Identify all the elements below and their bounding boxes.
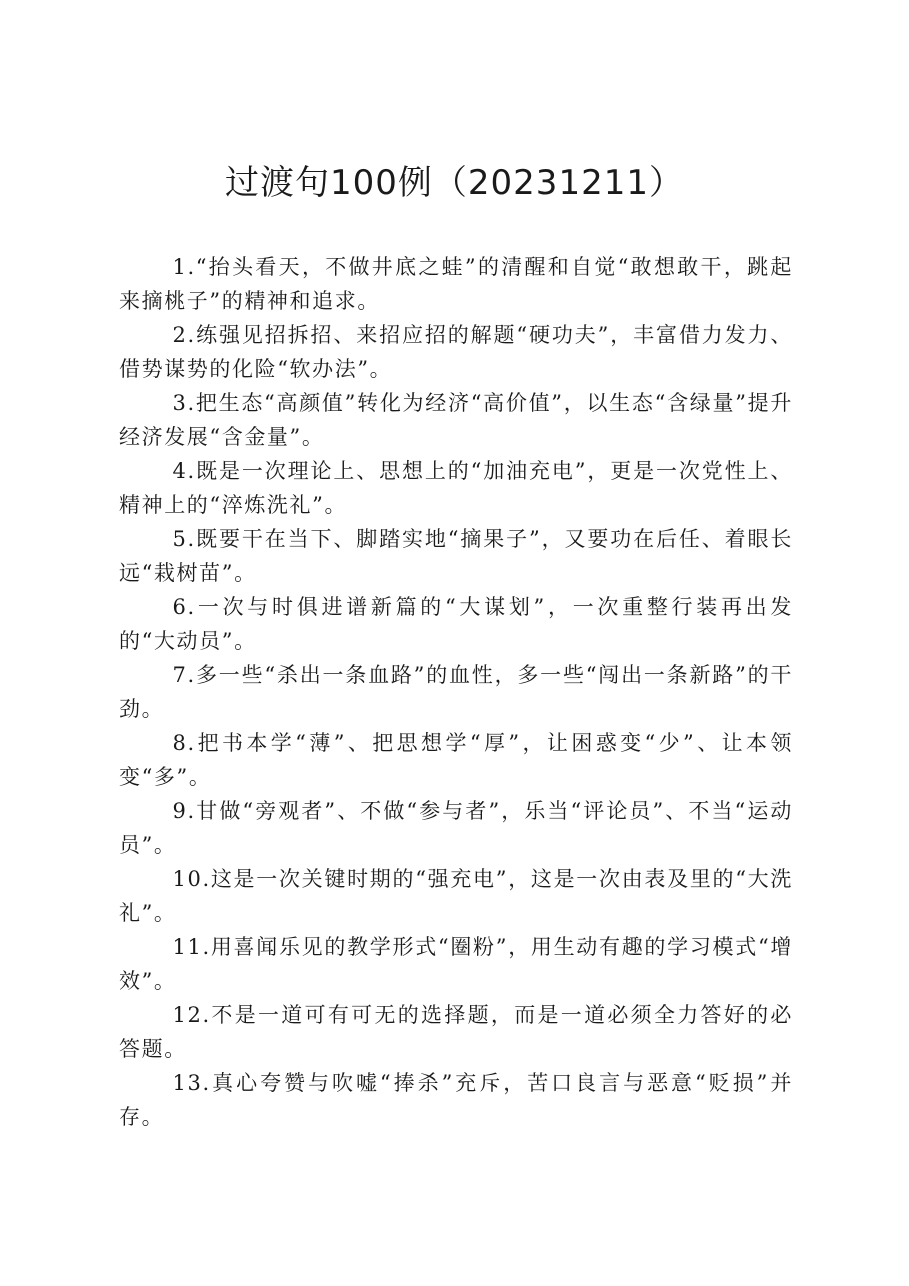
- paragraph-11: 11.用喜闻乐见的教学形式“圈粉”，用生动有趣的学习模式“增效”。: [119, 935, 793, 993]
- paragraph-2: 2.练强见招拆招、来招应招的解题“硬功夫”，丰富借力发力、借势谋势的化险“软办法”。: [119, 323, 793, 381]
- paragraph-4: 4.既是一次理论上、思想上的“加油充电”，更是一次党性上、精神上的“淬炼洗礼”。: [119, 459, 793, 517]
- paragraph-3: 3.把生态“高颜值”转化为经济“高价值”，以生态“含绿量”提升经济发展“含金量”。: [119, 391, 793, 449]
- paragraph-10: 10.这是一次关键时期的“强充电”，这是一次由表及里的“大洗礼”。: [119, 867, 793, 925]
- document-body: [119, 250, 793, 1134]
- paragraph-5: 5.既要干在当下、脚踏实地“摘果子”，又要功在后任、着眼长远“栽树苗”。: [119, 527, 793, 585]
- paragraph-12: 12.不是一道可有可无的选择题，而是一道必须全力答好的必答题。: [119, 1003, 793, 1061]
- document-title: 过渡句100例（20231211）: [225, 163, 684, 203]
- paragraph-7: 7.多一些“杀出一条血路”的血性，多一些“闯出一条新路”的干劲。: [119, 663, 793, 721]
- paragraph-8: 8.把书本学“薄”、把思想学“厚”，让困惑变“少”、让本领变“多”。: [119, 731, 793, 789]
- paragraph-6: 6.一次与时俱进谱新篇的“大谋划”，一次重整行装再出发的“大动员”。: [119, 595, 793, 653]
- paragraph-13: 13.真心夸赞与吹嘘“捧杀”充斥，苦口良言与恶意“贬损”并存。: [119, 1071, 793, 1129]
- paragraph-9: 9.甘做“旁观者”、不做“参与者”，乐当“评论员”、不当“运动员”。: [119, 799, 793, 857]
- paragraph-1: 1.“抬头看天，不做井底之蛙”的清醒和自觉“敢想敢干，跳起来摘桃子”的精神和追求。: [119, 255, 793, 313]
